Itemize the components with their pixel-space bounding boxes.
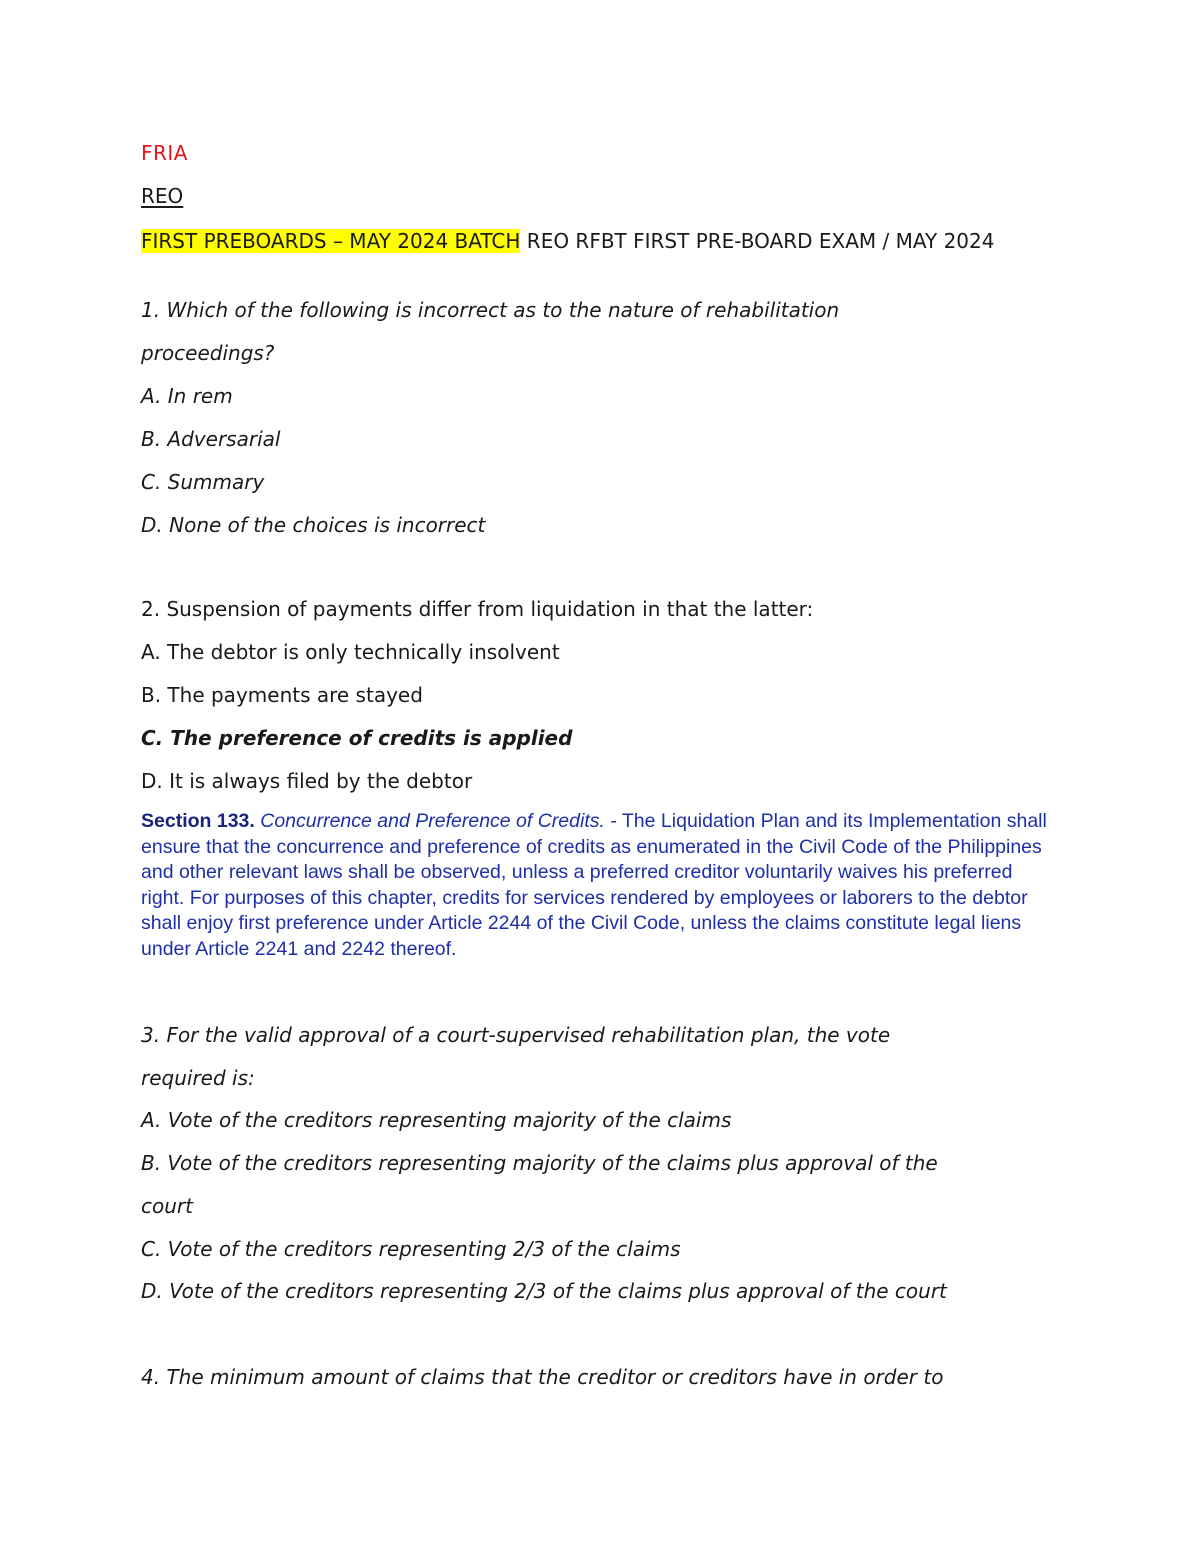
section-title: Concurrence and Preference of Credits. <box>260 810 605 832</box>
question-2-stem: 2. Suspension of payments differ from liquidation in that the latter: <box>141 597 814 621</box>
question-3-option-b-line-1: B. Vote of the creditors representing majority of the claims plus approval of the <box>141 1151 938 1175</box>
section-body: - The Liquidation Plan and its Implementation shall ensure that the concurrence and preference of credits as enumerated in the Civil Code of the Philippines and other relevant laws shall be observed, unless a preferred creditor voluntarily waives his preferred right. For purposes of this chapter, credits for services rendered by employees or laborers to the debtor shall enjoy first preference under Article 2244 of the Civil Code, unless the claims constitute legal liens under Article 2241 and 2242 thereof. <box>141 810 1047 960</box>
section-133-explanation <box>141 809 1051 962</box>
question-3-option-a: A. Vote of the creditors representing majority of the claims <box>141 1108 732 1132</box>
question-1-option-b: B. Adversarial <box>141 427 281 451</box>
question-4-stem-line-1: 4. The minimum amount of claims that the creditor or creditors have in order to <box>141 1365 944 1389</box>
exam-header-highlight: FIRST PREBOARDS – MAY 2024 BATCH <box>141 229 521 253</box>
question-3-option-c: C. Vote of the creditors representing 2/3 of the claims <box>141 1237 681 1261</box>
document-subtitle: REO <box>141 184 184 208</box>
question-1-option-d: D. None of the choices is incorrect <box>141 513 486 537</box>
document-title: FRIA <box>141 141 188 165</box>
exam-header-rest: REO RFBT FIRST PRE-BOARD EXAM / MAY 2024 <box>520 229 995 253</box>
question-2-option-d: D. It is always filed by the debtor <box>141 769 473 793</box>
question-1-option-c: C. Summary <box>141 470 265 494</box>
question-3-stem-line-2: required is: <box>141 1066 255 1090</box>
question-2-option-a: A. The debtor is only technically insolvent <box>141 640 560 664</box>
question-1-stem-line-2: proceedings? <box>141 341 275 365</box>
question-3-option-d: D. Vote of the creditors representing 2/3 of the claims plus approval of the court <box>141 1279 947 1303</box>
question-2-option-b: B. The payments are stayed <box>141 683 423 707</box>
question-3-stem-line-1: 3. For the valid approval of a court-supervised rehabilitation plan, the vote <box>141 1023 891 1047</box>
question-3-option-b-line-2: court <box>141 1194 193 1218</box>
question-2-option-c-answer: C. The preference of credits is applied <box>141 726 573 750</box>
question-1-option-a: A. In rem <box>141 384 233 408</box>
section-number: Section 133. <box>141 810 255 832</box>
question-1-stem-line-1: 1. Which of the following is incorrect as to the nature of rehabilitation <box>141 298 840 322</box>
exam-header <box>141 228 1021 254</box>
